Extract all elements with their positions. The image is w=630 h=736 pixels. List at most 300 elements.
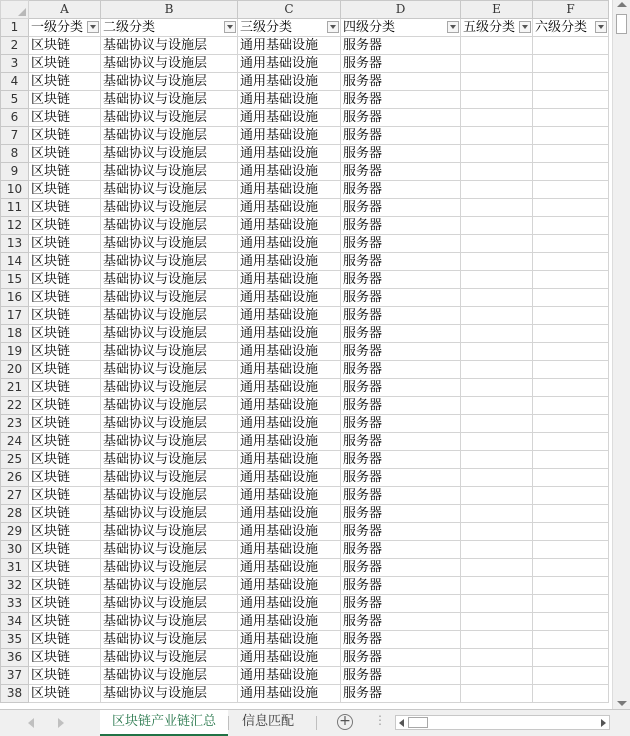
- cell[interactable]: [533, 145, 609, 163]
- cell[interactable]: [461, 685, 533, 703]
- cell[interactable]: 服务器: [341, 433, 461, 451]
- cell[interactable]: [461, 55, 533, 73]
- tab-prev-icon[interactable]: [28, 718, 34, 728]
- cell[interactable]: [533, 307, 609, 325]
- cell[interactable]: 基础协议与设施层: [101, 199, 238, 217]
- cell[interactable]: 基础协议与设施层: [101, 289, 238, 307]
- cell[interactable]: 服务器: [341, 397, 461, 415]
- cell[interactable]: [461, 91, 533, 109]
- cell[interactable]: 服务器: [341, 199, 461, 217]
- cell[interactable]: 通用基础设施: [238, 487, 341, 505]
- cell[interactable]: 基础协议与设施层: [101, 631, 238, 649]
- cell[interactable]: 通用基础设施: [238, 307, 341, 325]
- cell[interactable]: 服务器: [341, 667, 461, 685]
- scroll-right-icon[interactable]: [601, 719, 606, 727]
- cell[interactable]: 服务器: [341, 163, 461, 181]
- cell[interactable]: 区块链: [29, 685, 101, 703]
- cell[interactable]: 通用基础设施: [238, 379, 341, 397]
- row-header[interactable]: 31: [1, 559, 29, 577]
- row-header[interactable]: 10: [1, 181, 29, 199]
- cell[interactable]: 基础协议与设施层: [101, 109, 238, 127]
- cell[interactable]: [533, 235, 609, 253]
- cell[interactable]: 通用基础设施: [238, 271, 341, 289]
- row-header[interactable]: 32: [1, 577, 29, 595]
- cell[interactable]: 区块链: [29, 343, 101, 361]
- cell[interactable]: 基础协议与设施层: [101, 433, 238, 451]
- cell[interactable]: 基础协议与设施层: [101, 73, 238, 91]
- cell[interactable]: [533, 55, 609, 73]
- cell[interactable]: 区块链: [29, 523, 101, 541]
- row-header[interactable]: 16: [1, 289, 29, 307]
- cell[interactable]: [461, 523, 533, 541]
- cell[interactable]: 区块链: [29, 415, 101, 433]
- cell[interactable]: 区块链: [29, 127, 101, 145]
- column-header-c[interactable]: C: [238, 1, 341, 19]
- cell[interactable]: 区块链: [29, 181, 101, 199]
- cell[interactable]: 通用基础设施: [238, 325, 341, 343]
- cell[interactable]: 服务器: [341, 595, 461, 613]
- cell[interactable]: [461, 145, 533, 163]
- cell[interactable]: 服务器: [341, 505, 461, 523]
- filter-dropdown-icon[interactable]: [447, 21, 459, 33]
- cell[interactable]: 服务器: [341, 379, 461, 397]
- cell[interactable]: [461, 109, 533, 127]
- row-header[interactable]: 26: [1, 469, 29, 487]
- cell[interactable]: 通用基础设施: [238, 559, 341, 577]
- cell[interactable]: 通用基础设施: [238, 469, 341, 487]
- row-header[interactable]: 11: [1, 199, 29, 217]
- cell[interactable]: [533, 91, 609, 109]
- cell[interactable]: 区块链: [29, 199, 101, 217]
- cell[interactable]: [533, 415, 609, 433]
- cell[interactable]: 区块链: [29, 505, 101, 523]
- cell[interactable]: [461, 649, 533, 667]
- row-header[interactable]: 3: [1, 55, 29, 73]
- cell[interactable]: 服务器: [341, 487, 461, 505]
- cell[interactable]: [533, 253, 609, 271]
- cell[interactable]: [461, 163, 533, 181]
- cell[interactable]: [533, 289, 609, 307]
- cell[interactable]: 区块链: [29, 73, 101, 91]
- cell[interactable]: [533, 685, 609, 703]
- row-header[interactable]: 30: [1, 541, 29, 559]
- cell[interactable]: 通用基础设施: [238, 631, 341, 649]
- cell[interactable]: [533, 505, 609, 523]
- cell[interactable]: 区块链: [29, 487, 101, 505]
- cell[interactable]: 服务器: [341, 469, 461, 487]
- cell[interactable]: 区块链: [29, 307, 101, 325]
- cell[interactable]: 基础协议与设施层: [101, 451, 238, 469]
- row-header[interactable]: 17: [1, 307, 29, 325]
- cell[interactable]: 基础协议与设施层: [101, 343, 238, 361]
- cell[interactable]: 通用基础设施: [238, 145, 341, 163]
- cell[interactable]: [533, 217, 609, 235]
- cell[interactable]: 通用基础设施: [238, 397, 341, 415]
- filter-dropdown-icon[interactable]: [327, 21, 339, 33]
- cell[interactable]: [461, 37, 533, 55]
- cell[interactable]: 服务器: [341, 613, 461, 631]
- cell[interactable]: 服务器: [341, 127, 461, 145]
- row-header[interactable]: 6: [1, 109, 29, 127]
- cell[interactable]: [461, 469, 533, 487]
- header-cell[interactable]: [461, 19, 533, 37]
- cell[interactable]: 通用基础设施: [238, 127, 341, 145]
- cell[interactable]: 基础协议与设施层: [101, 37, 238, 55]
- select-all-corner[interactable]: [1, 1, 29, 19]
- cell[interactable]: 区块链: [29, 109, 101, 127]
- cell[interactable]: 服务器: [341, 37, 461, 55]
- add-sheet-button[interactable]: +: [337, 714, 353, 730]
- row-header[interactable]: 7: [1, 127, 29, 145]
- cell[interactable]: [461, 271, 533, 289]
- cell[interactable]: 基础协议与设施层: [101, 469, 238, 487]
- cell[interactable]: [533, 181, 609, 199]
- more-options-icon[interactable]: ⋮: [374, 713, 386, 727]
- cell[interactable]: [533, 109, 609, 127]
- cell[interactable]: 区块链: [29, 595, 101, 613]
- cell[interactable]: 基础协议与设施层: [101, 559, 238, 577]
- cell[interactable]: [533, 325, 609, 343]
- cell[interactable]: 服务器: [341, 145, 461, 163]
- cell[interactable]: [461, 361, 533, 379]
- cell[interactable]: 通用基础设施: [238, 649, 341, 667]
- cell[interactable]: 通用基础设施: [238, 433, 341, 451]
- cell[interactable]: [461, 307, 533, 325]
- cell[interactable]: 通用基础设施: [238, 613, 341, 631]
- cell[interactable]: 服务器: [341, 361, 461, 379]
- cell[interactable]: 服务器: [341, 253, 461, 271]
- cell[interactable]: 区块链: [29, 235, 101, 253]
- cell[interactable]: 通用基础设施: [238, 577, 341, 595]
- cell[interactable]: 基础协议与设施层: [101, 415, 238, 433]
- row-header[interactable]: 20: [1, 361, 29, 379]
- cell[interactable]: [533, 37, 609, 55]
- cell[interactable]: [461, 253, 533, 271]
- cell[interactable]: [533, 631, 609, 649]
- row-header[interactable]: 25: [1, 451, 29, 469]
- row-header[interactable]: 35: [1, 631, 29, 649]
- filter-dropdown-icon[interactable]: [224, 21, 236, 33]
- cell[interactable]: 基础协议与设施层: [101, 505, 238, 523]
- cell[interactable]: [533, 73, 609, 91]
- filter-dropdown-icon[interactable]: [519, 21, 531, 33]
- cell[interactable]: 区块链: [29, 559, 101, 577]
- cell[interactable]: [533, 163, 609, 181]
- cell[interactable]: 基础协议与设施层: [101, 649, 238, 667]
- cell[interactable]: 服务器: [341, 307, 461, 325]
- cell[interactable]: [461, 559, 533, 577]
- cell[interactable]: 区块链: [29, 631, 101, 649]
- cell[interactable]: 区块链: [29, 397, 101, 415]
- cell[interactable]: [533, 199, 609, 217]
- cell[interactable]: [461, 577, 533, 595]
- cell[interactable]: [461, 631, 533, 649]
- cell[interactable]: 服务器: [341, 217, 461, 235]
- cell[interactable]: 基础协议与设施层: [101, 325, 238, 343]
- cell[interactable]: 区块链: [29, 361, 101, 379]
- row-header[interactable]: 27: [1, 487, 29, 505]
- cell[interactable]: [461, 289, 533, 307]
- cell[interactable]: [461, 505, 533, 523]
- cell[interactable]: 区块链: [29, 469, 101, 487]
- cell[interactable]: 基础协议与设施层: [101, 523, 238, 541]
- cell[interactable]: 基础协议与设施层: [101, 55, 238, 73]
- cell[interactable]: [461, 415, 533, 433]
- row-header[interactable]: 4: [1, 73, 29, 91]
- cell[interactable]: 通用基础设施: [238, 217, 341, 235]
- scroll-up-icon[interactable]: [617, 2, 627, 7]
- cell[interactable]: [533, 127, 609, 145]
- cell[interactable]: 基础协议与设施层: [101, 91, 238, 109]
- cell[interactable]: 区块链: [29, 433, 101, 451]
- cell[interactable]: 基础协议与设施层: [101, 163, 238, 181]
- row-header[interactable]: 37: [1, 667, 29, 685]
- cell[interactable]: [533, 523, 609, 541]
- row-header[interactable]: 22: [1, 397, 29, 415]
- cell[interactable]: 服务器: [341, 109, 461, 127]
- cell[interactable]: [461, 73, 533, 91]
- cell[interactable]: 通用基础设施: [238, 289, 341, 307]
- horizontal-scroll-thumb[interactable]: [408, 717, 428, 728]
- cell[interactable]: [461, 487, 533, 505]
- cell[interactable]: 服务器: [341, 415, 461, 433]
- column-header-a[interactable]: A: [29, 1, 101, 19]
- filter-dropdown-icon[interactable]: [595, 21, 607, 33]
- cell[interactable]: 区块链: [29, 613, 101, 631]
- header-cell[interactable]: [101, 19, 238, 37]
- table-row: [1, 145, 609, 163]
- scroll-down-icon[interactable]: [617, 701, 627, 706]
- cell[interactable]: 服务器: [341, 235, 461, 253]
- row-header[interactable]: 33: [1, 595, 29, 613]
- cell[interactable]: 服务器: [341, 649, 461, 667]
- cell[interactable]: 服务器: [341, 685, 461, 703]
- cell[interactable]: 服务器: [341, 73, 461, 91]
- cell[interactable]: [461, 541, 533, 559]
- row-header[interactable]: 21: [1, 379, 29, 397]
- cell[interactable]: 服务器: [341, 343, 461, 361]
- cell[interactable]: [533, 397, 609, 415]
- cell[interactable]: 区块链: [29, 37, 101, 55]
- cell[interactable]: 区块链: [29, 649, 101, 667]
- cell[interactable]: 通用基础设施: [238, 163, 341, 181]
- cell[interactable]: 服务器: [341, 541, 461, 559]
- row-header[interactable]: 28: [1, 505, 29, 523]
- cell[interactable]: [461, 379, 533, 397]
- cell[interactable]: 基础协议与设施层: [101, 307, 238, 325]
- cell[interactable]: 通用基础设施: [238, 37, 341, 55]
- cell[interactable]: 基础协议与设施层: [101, 235, 238, 253]
- sheet-tab-info-match[interactable]: 信息匹配: [242, 714, 295, 729]
- cell[interactable]: 区块链: [29, 541, 101, 559]
- cell[interactable]: [533, 271, 609, 289]
- header-cell[interactable]: [29, 19, 101, 37]
- row-header[interactable]: 29: [1, 523, 29, 541]
- tab-next-icon[interactable]: [58, 718, 64, 728]
- row-header[interactable]: 36: [1, 649, 29, 667]
- cell[interactable]: 通用基础设施: [238, 73, 341, 91]
- row-header[interactable]: 13: [1, 235, 29, 253]
- cell[interactable]: 服务器: [341, 181, 461, 199]
- column-header-b[interactable]: B: [101, 1, 238, 19]
- cell[interactable]: 基础协议与设施层: [101, 613, 238, 631]
- table-row: [1, 343, 609, 361]
- cell[interactable]: 基础协议与设施层: [101, 577, 238, 595]
- cell[interactable]: 基础协议与设施层: [101, 181, 238, 199]
- cell[interactable]: 服务器: [341, 577, 461, 595]
- cell[interactable]: 通用基础设施: [238, 361, 341, 379]
- cell[interactable]: 通用基础设施: [238, 91, 341, 109]
- cell[interactable]: 区块链: [29, 217, 101, 235]
- header-cell[interactable]: [533, 19, 609, 37]
- cell[interactable]: 服务器: [341, 271, 461, 289]
- cell[interactable]: 区块链: [29, 379, 101, 397]
- cell[interactable]: 通用基础设施: [238, 253, 341, 271]
- cell[interactable]: 基础协议与设施层: [101, 397, 238, 415]
- cell[interactable]: 区块链: [29, 577, 101, 595]
- cell[interactable]: 通用基础设施: [238, 181, 341, 199]
- cell[interactable]: [461, 433, 533, 451]
- filter-dropdown-icon[interactable]: [87, 21, 99, 33]
- cell[interactable]: 区块链: [29, 325, 101, 343]
- cell[interactable]: 通用基础设施: [238, 667, 341, 685]
- header-cell[interactable]: [238, 19, 341, 37]
- cell[interactable]: [533, 559, 609, 577]
- row-header[interactable]: 19: [1, 343, 29, 361]
- cell[interactable]: 区块链: [29, 163, 101, 181]
- column-header-e[interactable]: E: [461, 1, 533, 19]
- cell[interactable]: [533, 613, 609, 631]
- cell[interactable]: 服务器: [341, 523, 461, 541]
- cell[interactable]: 区块链: [29, 91, 101, 109]
- row-header[interactable]: 14: [1, 253, 29, 271]
- cell[interactable]: [533, 649, 609, 667]
- row-header[interactable]: 12: [1, 217, 29, 235]
- header-cell-label: 四级分类: [343, 20, 396, 35]
- cell[interactable]: [533, 667, 609, 685]
- cell[interactable]: 通用基础设施: [238, 523, 341, 541]
- cell[interactable]: [533, 451, 609, 469]
- cell[interactable]: [461, 613, 533, 631]
- row-header[interactable]: 38: [1, 685, 29, 703]
- cell[interactable]: 通用基础设施: [238, 343, 341, 361]
- cell[interactable]: 通用基础设施: [238, 235, 341, 253]
- table-row: [1, 55, 609, 73]
- cell[interactable]: 区块链: [29, 55, 101, 73]
- cell[interactable]: 基础协议与设施层: [101, 361, 238, 379]
- cell[interactable]: 服务器: [341, 559, 461, 577]
- row-header[interactable]: 8: [1, 145, 29, 163]
- cell[interactable]: [533, 361, 609, 379]
- vertical-scrollbar[interactable]: [612, 0, 630, 709]
- cell[interactable]: 通用基础设施: [238, 109, 341, 127]
- scroll-left-icon[interactable]: [399, 719, 404, 727]
- cell[interactable]: 服务器: [341, 451, 461, 469]
- cell[interactable]: [533, 469, 609, 487]
- row-header[interactable]: 2: [1, 37, 29, 55]
- cell[interactable]: 基础协议与设施层: [101, 127, 238, 145]
- cell[interactable]: [461, 397, 533, 415]
- cell[interactable]: 通用基础设施: [238, 415, 341, 433]
- column-header-f[interactable]: F: [533, 1, 609, 19]
- header-cell[interactable]: [341, 19, 461, 37]
- cell[interactable]: [461, 595, 533, 613]
- column-header-d[interactable]: D: [341, 1, 461, 19]
- cell[interactable]: [461, 667, 533, 685]
- cell[interactable]: [533, 595, 609, 613]
- cell[interactable]: [533, 433, 609, 451]
- cell[interactable]: 服务器: [341, 631, 461, 649]
- row-header[interactable]: 5: [1, 91, 29, 109]
- row-header[interactable]: 1: [1, 19, 29, 37]
- row-header[interactable]: 23: [1, 415, 29, 433]
- cell[interactable]: [461, 235, 533, 253]
- row-header[interactable]: 18: [1, 325, 29, 343]
- cell[interactable]: [461, 127, 533, 145]
- cell[interactable]: 通用基础设施: [238, 685, 341, 703]
- cell[interactable]: 区块链: [29, 451, 101, 469]
- horizontal-scrollbar[interactable]: [395, 715, 610, 730]
- row-header[interactable]: 24: [1, 433, 29, 451]
- cell[interactable]: 基础协议与设施层: [101, 487, 238, 505]
- cell[interactable]: [461, 325, 533, 343]
- cell[interactable]: 区块链: [29, 667, 101, 685]
- cell[interactable]: 基础协议与设施层: [101, 541, 238, 559]
- cell[interactable]: 区块链: [29, 145, 101, 163]
- cell[interactable]: 区块链: [29, 253, 101, 271]
- cell[interactable]: 基础协议与设施层: [101, 595, 238, 613]
- cell[interactable]: [533, 541, 609, 559]
- cell[interactable]: 服务器: [341, 91, 461, 109]
- cell[interactable]: [461, 217, 533, 235]
- cell[interactable]: [461, 451, 533, 469]
- cell[interactable]: [533, 577, 609, 595]
- cell[interactable]: 通用基础设施: [238, 199, 341, 217]
- cell[interactable]: 通用基础设施: [238, 541, 341, 559]
- table-row: [1, 19, 609, 37]
- row-header[interactable]: 34: [1, 613, 29, 631]
- vertical-scroll-thumb[interactable]: [616, 14, 627, 34]
- cell[interactable]: 基础协议与设施层: [101, 379, 238, 397]
- cell[interactable]: 基础协议与设施层: [101, 145, 238, 163]
- cell[interactable]: 基础协议与设施层: [101, 253, 238, 271]
- cell[interactable]: [461, 343, 533, 361]
- cell[interactable]: 通用基础设施: [238, 55, 341, 73]
- cell[interactable]: 区块链: [29, 289, 101, 307]
- cell[interactable]: 通用基础设施: [238, 451, 341, 469]
- cell[interactable]: 通用基础设施: [238, 505, 341, 523]
- cell[interactable]: 服务器: [341, 55, 461, 73]
- cell[interactable]: 基础协议与设施层: [101, 271, 238, 289]
- cell[interactable]: 基础协议与设施层: [101, 217, 238, 235]
- table-row: [1, 91, 609, 109]
- cell[interactable]: 基础协议与设施层: [101, 667, 238, 685]
- cell[interactable]: 服务器: [341, 289, 461, 307]
- row-header[interactable]: 9: [1, 163, 29, 181]
- row-header[interactable]: 15: [1, 271, 29, 289]
- cell[interactable]: [533, 379, 609, 397]
- table-row: [1, 361, 609, 379]
- cell[interactable]: [533, 343, 609, 361]
- cell[interactable]: [461, 199, 533, 217]
- cell[interactable]: 基础协议与设施层: [101, 685, 238, 703]
- cell[interactable]: [533, 487, 609, 505]
- cell[interactable]: 区块链: [29, 271, 101, 289]
- sheet-tab-summary[interactable]: 区块链产业链汇总: [100, 710, 228, 736]
- cell[interactable]: 服务器: [341, 325, 461, 343]
- cell[interactable]: 通用基础设施: [238, 595, 341, 613]
- cell[interactable]: [461, 181, 533, 199]
